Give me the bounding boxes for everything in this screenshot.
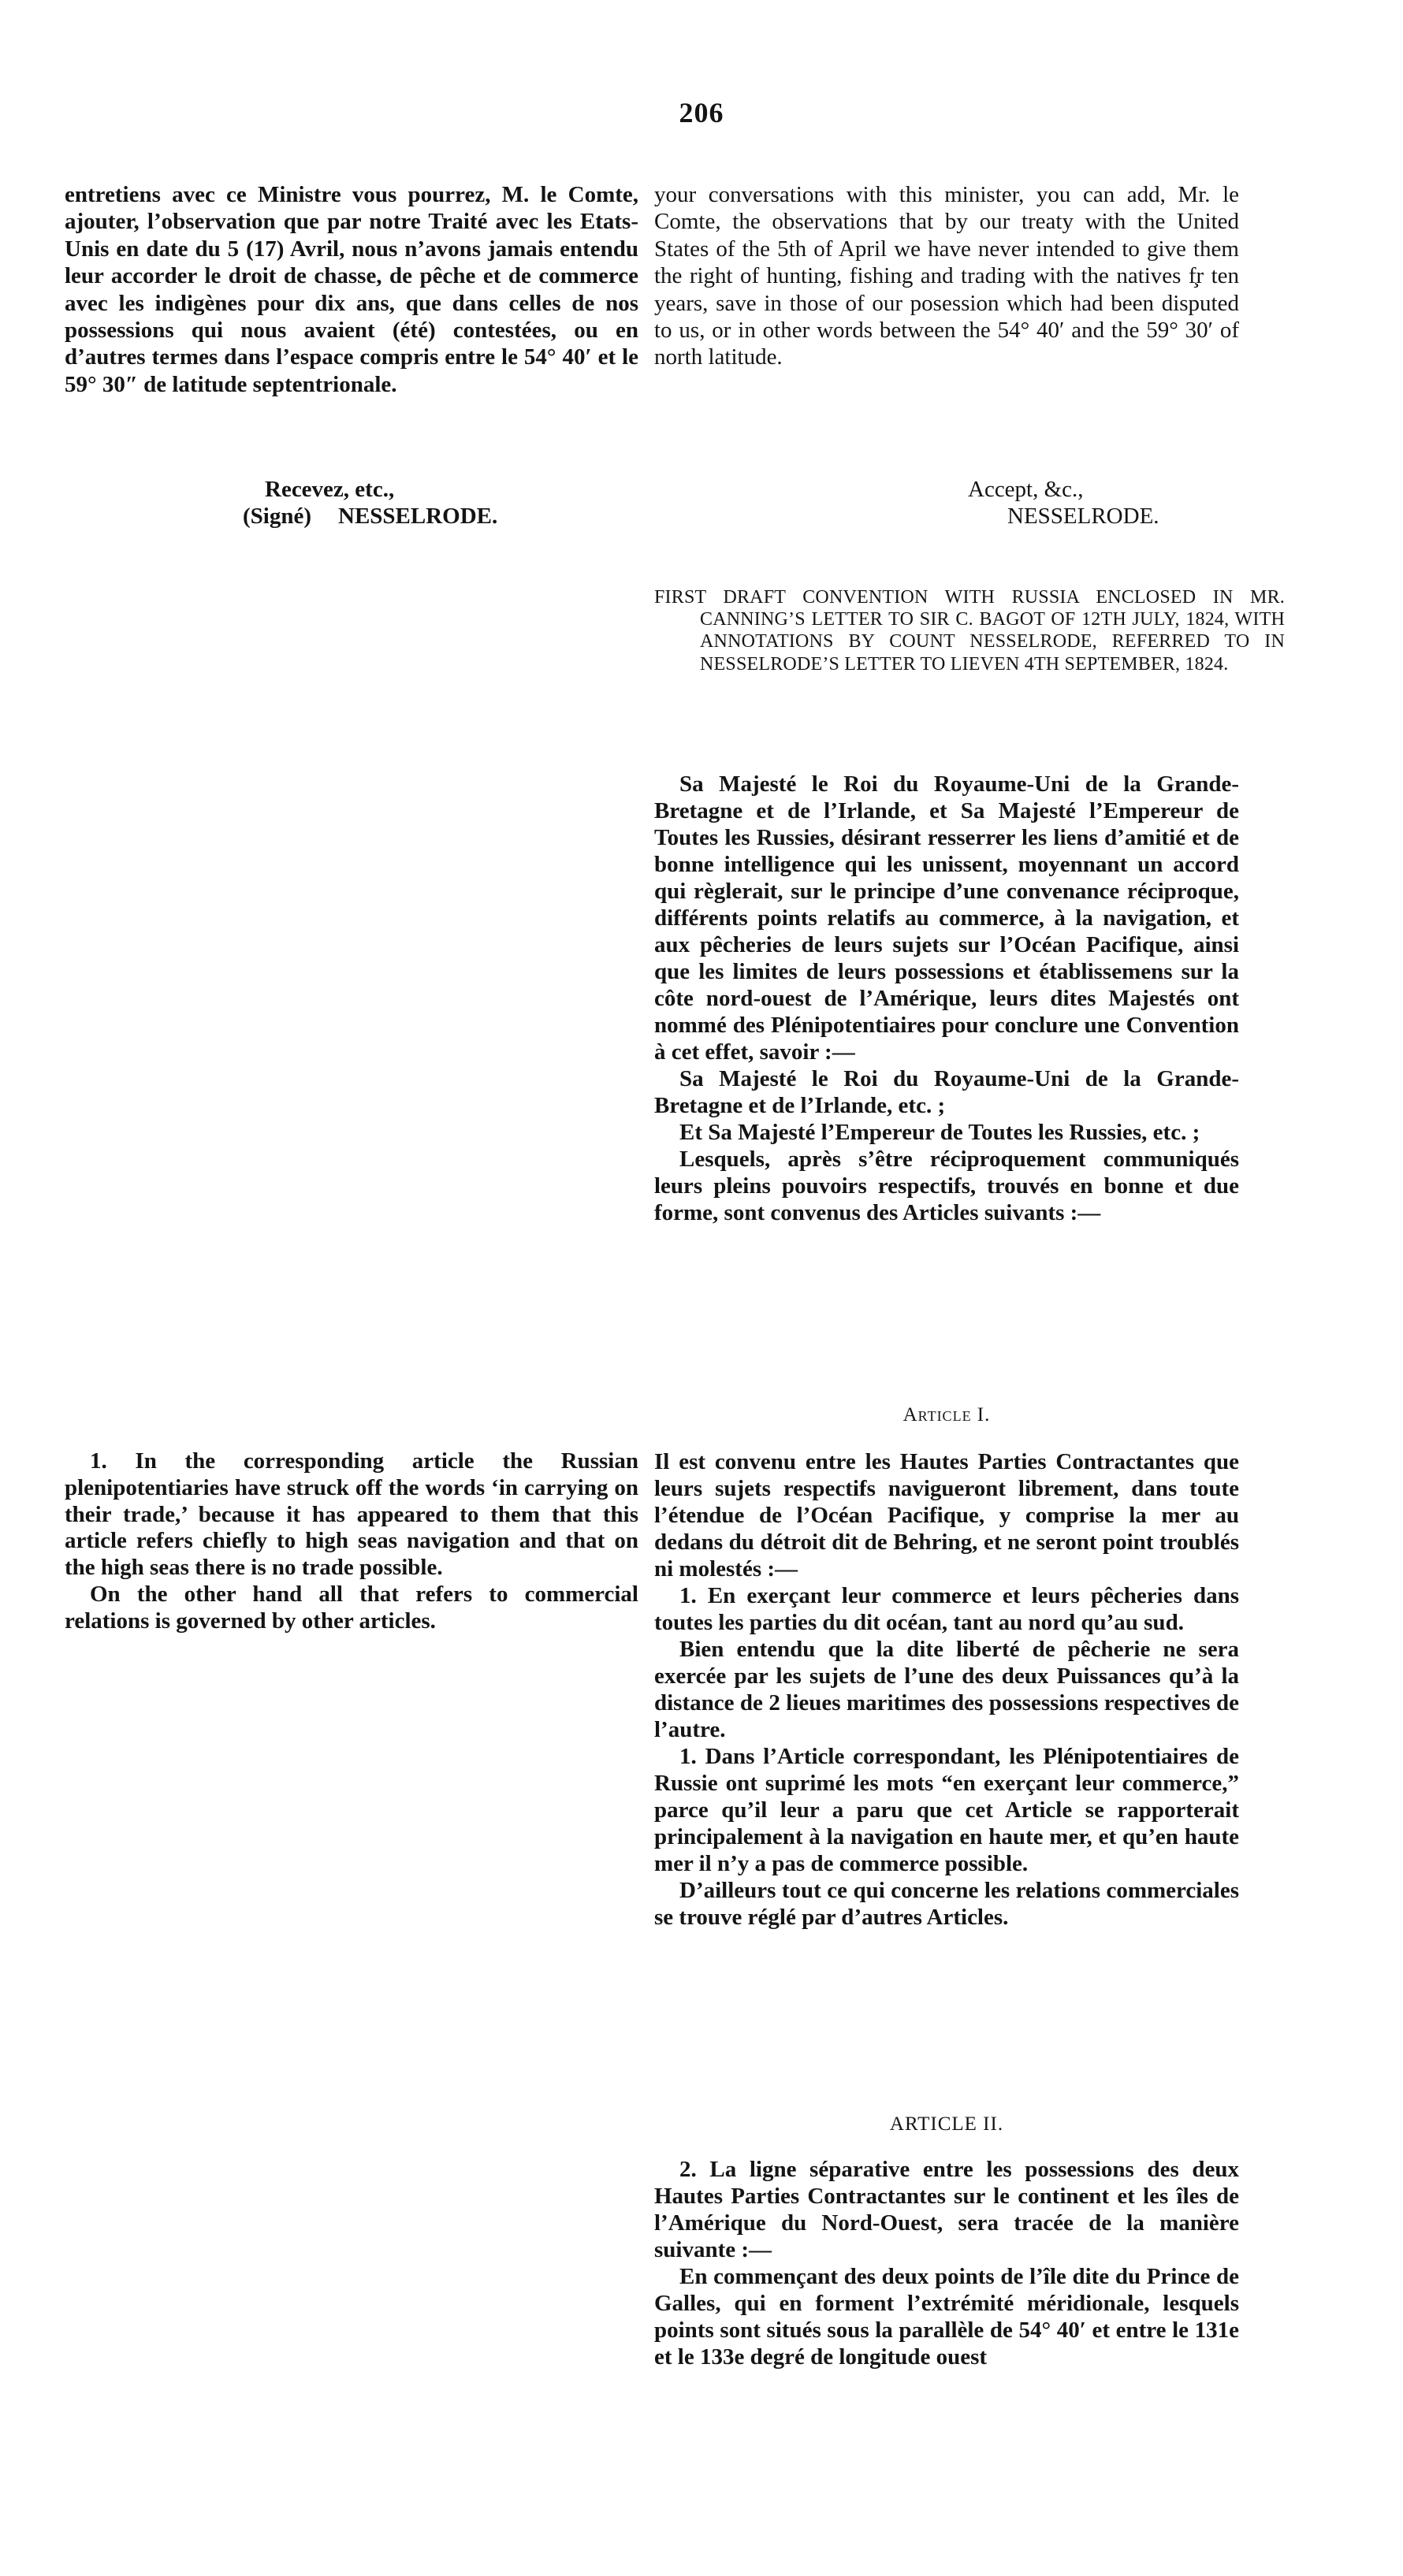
french-signature-name: NESSELRODE. bbox=[338, 504, 498, 530]
page-number: 206 bbox=[679, 97, 724, 128]
preamble-paragraph: Sa Majesté le Roi du Royaume-Uni de la Grande-Bretagne et de l’Irlande, etc. ; bbox=[654, 1066, 1239, 1118]
signed-label: (Signé) bbox=[243, 504, 311, 530]
english-letter-text bbox=[654, 181, 1239, 371]
english-salutation: Accept, &c., bbox=[968, 477, 1084, 502]
article-1-paragraph: 1. En exerçant leur commerce et leurs pêcheries dans toutes les parties du dit océan, tant au nord qu’au sud. bbox=[654, 1583, 1239, 1635]
article-1-title: Article I. bbox=[902, 1404, 991, 1426]
article-2-text bbox=[654, 2156, 1239, 2370]
article-1-paragraph: D’ailleurs tout ce qui concerne les relations commerciales se trouve réglé par d’autres Articles. bbox=[654, 1878, 1239, 1930]
french-letter-paragraph: entretiens avec ce Ministre vous pourrez, M. le Comte, ajouter, l’observation que par notre Traité avec les Etats-Unis en date du 5 (17) Avril, nous n’avons jamais entendu leur accorder le droit de chasse, de pêche et de commerce avec les indigènes pour dix ans, que dans celles de nos possessions qui nous avaient (été) contestées, ou en d’autres termes dans l’espace compris entre le 54° 40′ et le 59° 30″ de latitude septentrionale. bbox=[65, 182, 638, 397]
english-letter-closing bbox=[654, 476, 1239, 530]
french-letter-text bbox=[65, 181, 638, 398]
article-2-paragraph: En commençant des deux points de l’île dite du Prince de Galles, qui en forment l’extrémité méridionale, lesquels points sont situés sous la parallèle de 54° 40′ et entre le 131e et le 133e degré de longitude ouest bbox=[654, 2264, 1239, 2370]
preamble-paragraph: Et Sa Majesté l’Empereur de Toutes les Russies, etc. ; bbox=[679, 1120, 1200, 1145]
french-salutation: Recevez, etc., bbox=[265, 477, 395, 502]
draft-convention-heading: FIRST DRAFT CONVENTION WITH RUSSIA ENCLOSED IN MR. CANNING’S LETTER TO SIR C. BAGOT OF 12TH JULY, 1824, WITH ANNOTATIONS BY COUNT NESSELRODE, REFERRED TO IN NESSELRODE’S LETTER TO LIEVEN 4TH SEPTEMBER, 1824. bbox=[654, 587, 1285, 675]
french-signature-line bbox=[65, 503, 638, 530]
article-2-paragraph: 2. La ligne séparative entre les possessions des deux Hautes Parties Contractantes sur le continent et les îles de l’Amérique du Nord-Ouest, sera tracée de la manière suivante :— bbox=[654, 2157, 1239, 2262]
article-1-annotation-fr: 1. Dans l’Article correspondant, les Plénipotentiaires de Russie ont suprimé les mots “en exerçant leur commerce,” parce qu’il leur a paru que cet Article se rapporterait principalement à la navigation en haute mer, et qu’en haute mer il n’y a pas de commerce possible. bbox=[654, 1744, 1239, 1876]
preamble-paragraph: Sa Majesté le Roi du Royaume-Uni de la Grande-Bretagne et de l’Irlande, et Sa Majesté l’Empereur de Toutes les Russies, désirant resserrer les liens d’amitié et de bonne intelligence qui les unissent, moyennant un accord qui règlerait, sur le principe d’une convenance réciproque, différents points relatifs au commerce, à la navigation, et aux pêcheries de leurs sujets sur l’Océan Pacifique, ainsi que les limites de leurs possessions et établissemens sur la côte nord-ouest de l’Amérique, leurs dites Majestés ont nommé des Plénipotentiaires pour conclure une Convention à cet effet, savoir :— bbox=[654, 771, 1239, 1065]
convention-preamble bbox=[654, 771, 1239, 1226]
english-letter-paragraph: your conversations with this minister, you can add, Mr. le Comte, the observations that by our treaty with the United States of the 5th of April we have never intended to give them the right of hunting, fishing and trading with the natives f̧r ten years, save in those of our posession which had been disputed to us, or in other words between the 54° 40′ and the 59° 30′ of north latitude. bbox=[654, 182, 1239, 370]
article-1-text bbox=[654, 1448, 1239, 1931]
preamble-paragraph: Lesquels, après s’être réciproquement communiqués leurs pleins pouvoirs respectifs, trouvés en bonne et due forme, sont convenus des Articles suivants :— bbox=[654, 1147, 1239, 1225]
article-1-paragraph: Bien entendu que la dite liberté de pêcherie ne sera exercée par les sujets de l’une des deux Puissances qu’à la distance de 2 lieues maritimes des possessions respectives de l’autre. bbox=[654, 1637, 1239, 1742]
annotation-paragraph: 1. In the corresponding article the Russian plenipotentiaries have struck off the words ‘in carrying on their trade,’ because it has appeared to them that this article refers chiefly to high seas navigation and that on the high seas there is no trade possible. bbox=[65, 1448, 638, 1581]
article-2-title: ARTICLE II. bbox=[889, 2113, 1004, 2135]
english-signature-name: NESSELRODE. bbox=[1007, 504, 1159, 530]
french-letter-closing bbox=[65, 476, 638, 530]
article-1-paragraph: Il est convenu entre les Hautes Parties Contractantes que leurs sujets respectifs navigueront librement, dans toute l’étendue de l’Océan Pacifique, y comprise la mer au dedans du détroit dit de Behring, et ne seront point troublés ni molestés :— bbox=[654, 1449, 1239, 1582]
annotation-paragraph: On the other hand all that refers to commercial relations is governed by other articles. bbox=[65, 1581, 638, 1634]
annotation-english bbox=[65, 1448, 638, 1635]
